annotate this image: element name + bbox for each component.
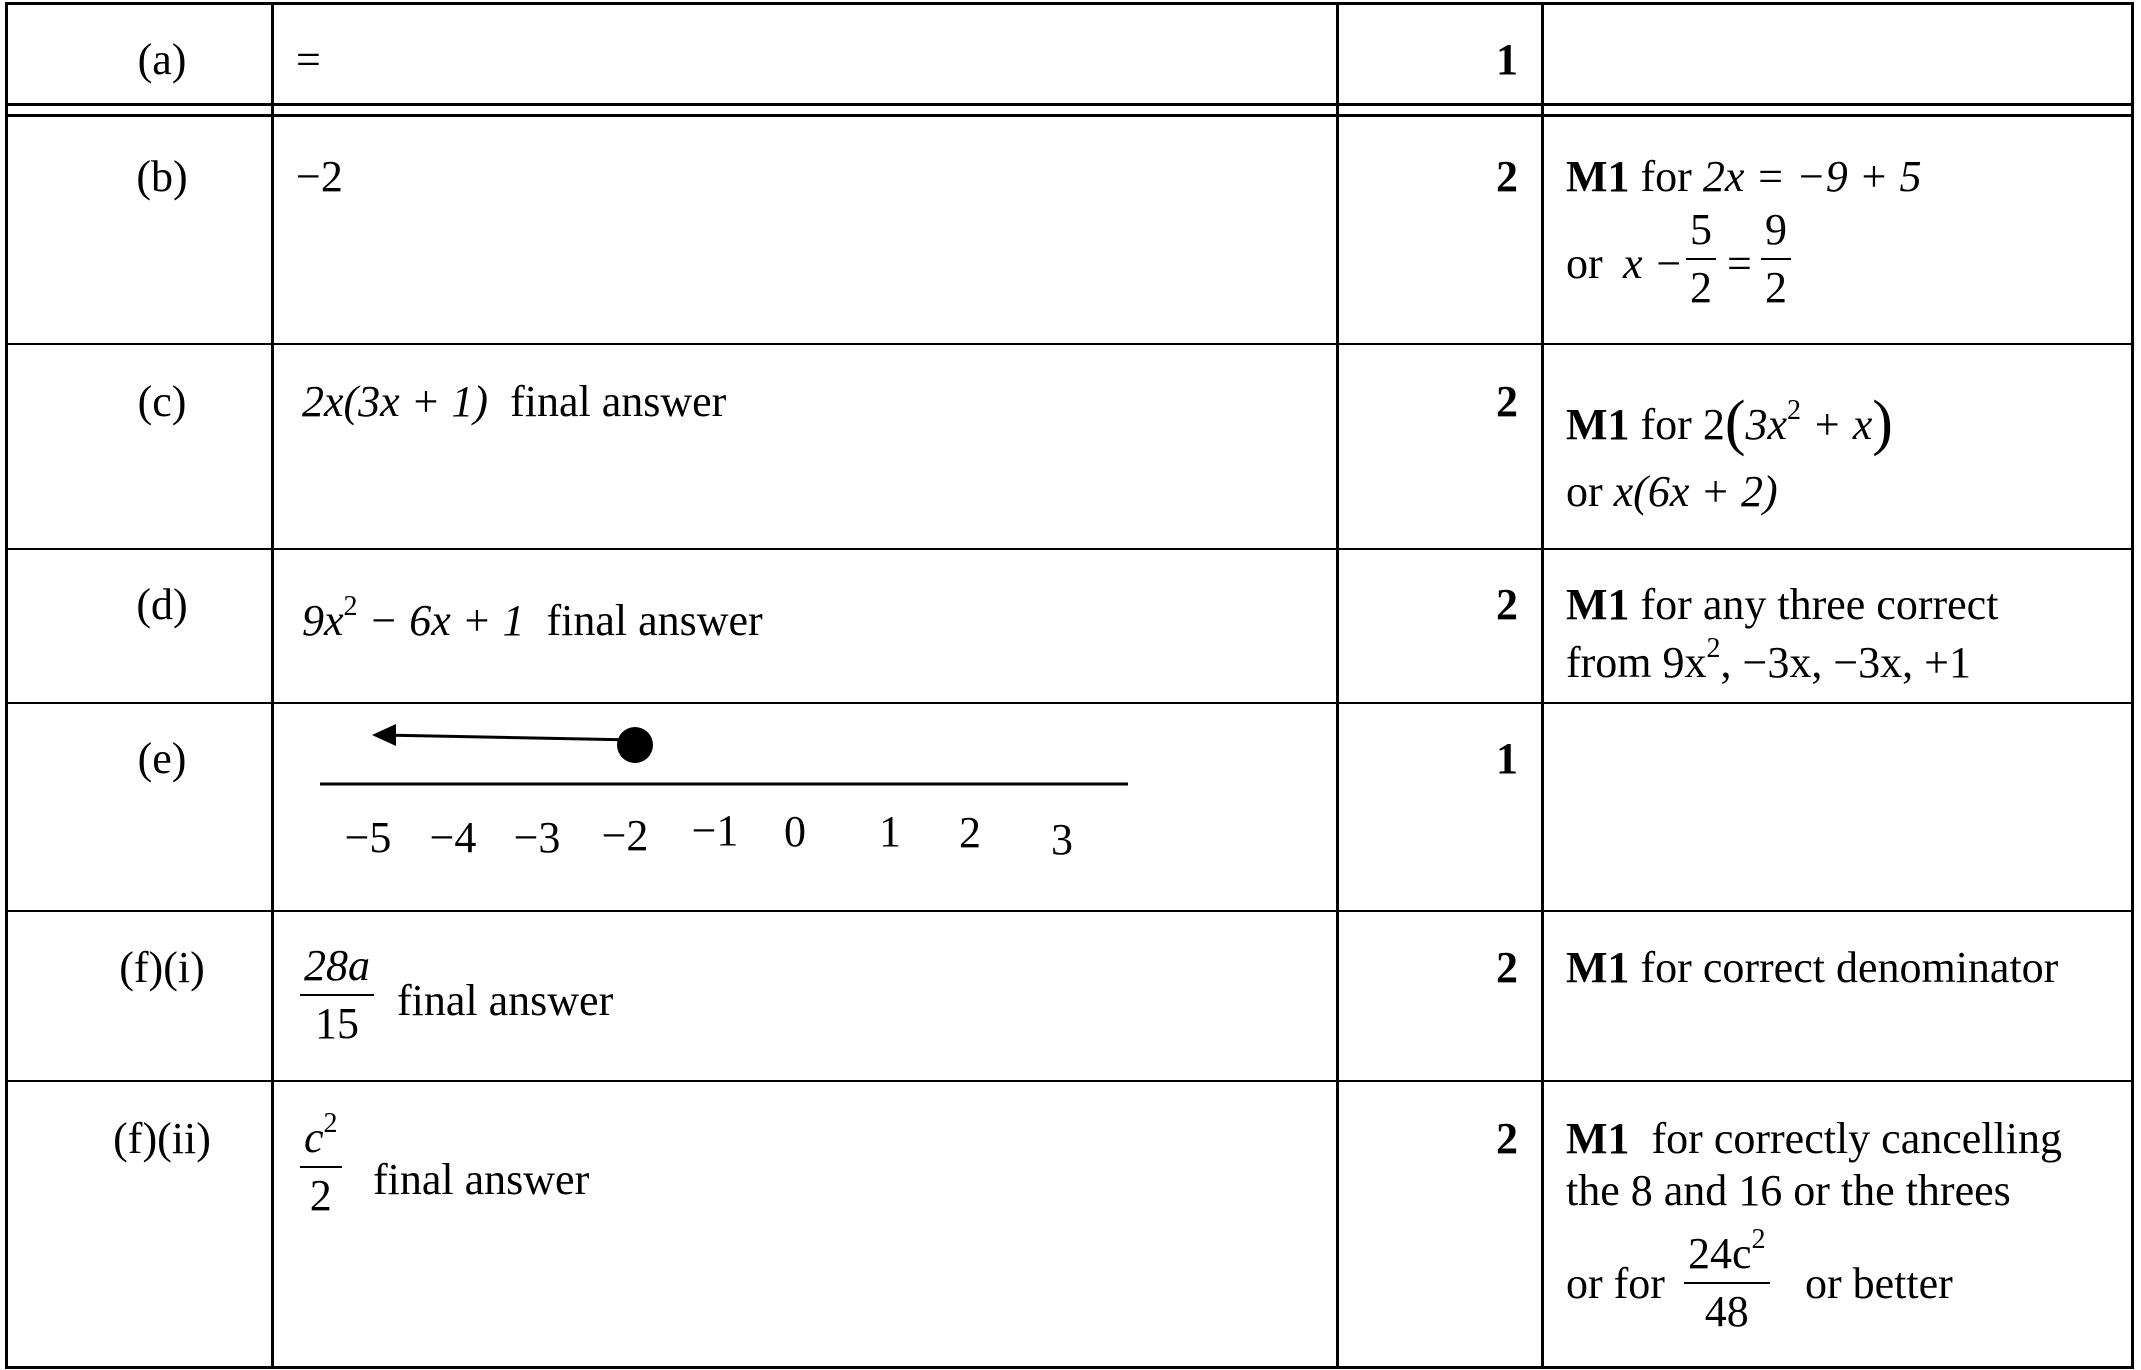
row-fii-fraction: $c^2$ 2: [300, 1110, 342, 1218]
table-border-left: [5, 2, 8, 1369]
row-d-label: (d): [136, 580, 188, 629]
row-c-expr1-pre: 2: [1702, 400, 1725, 449]
row-e-mark: 1: [1496, 734, 1518, 783]
column-divider-1: [271, 2, 274, 1369]
row-a-label: (a): [137, 35, 187, 84]
row-fii-note-line2: the 8 and 16 or the threes: [1566, 1166, 2011, 1215]
row-c-answer-expr: 2x(3x + 1): [302, 377, 489, 426]
number-line-tick-label: 1: [879, 807, 901, 856]
number-line-tick-label: −5: [344, 813, 392, 862]
row-b-label: (b): [136, 152, 188, 201]
column-divider-3: [1541, 2, 1544, 1369]
number-line-closed-point: [617, 727, 653, 763]
row-e-bottom-rule: [5, 910, 2134, 912]
row-b-or: or: [1566, 239, 1603, 288]
row-c-expr2: x(6x + 2): [1613, 467, 1778, 516]
row-a-mark: 1: [1496, 35, 1518, 84]
row-d-note-line2: from $9x^2$, −3x, −3x, +1: [1566, 633, 1971, 687]
row-b-top-rule: [5, 114, 2134, 117]
row-a-answer: =: [296, 35, 321, 84]
number-line-tick-label: 2: [959, 808, 981, 857]
row-fi-bottom-rule: [5, 1080, 2134, 1082]
number-line-tick-label: −4: [429, 813, 477, 862]
row-b-for: for: [1640, 152, 1692, 201]
number-line-tick-label: −2: [601, 811, 649, 860]
row-fi-fraction: 28a 15: [300, 944, 374, 1046]
table-border-right: [2131, 2, 2134, 1369]
table-border-top: [5, 2, 2134, 5]
row-c-or: or: [1566, 467, 1603, 516]
row-b-fraction-5-2: 5 2: [1686, 208, 1716, 310]
number-line-tick-label: 3: [1051, 815, 1073, 864]
row-d-answer: $9x^2 - 6x + 1$ final answer: [302, 591, 763, 645]
row-b-m1: M1: [1566, 152, 1630, 201]
row-c-label: (c): [137, 377, 187, 426]
row-e-label: (e): [137, 734, 187, 783]
number-line-tick-labels: [345, 806, 1073, 864]
number-line-arrowhead: [372, 724, 396, 746]
number-line-tick-label: −3: [513, 813, 561, 862]
row-b-bottom-rule: [5, 343, 2134, 345]
row-c-bottom-rule: [5, 548, 2134, 550]
row-d-note-line1: M1 for any three correct: [1566, 580, 1999, 629]
row-fi-label: (f)(i): [119, 943, 205, 992]
number-line-tick-label: −1: [691, 806, 739, 855]
row-b-mark: 2: [1496, 152, 1518, 201]
number-line-tick-label: 0: [784, 807, 806, 856]
row-c-for: for: [1640, 400, 1692, 449]
table-border-bottom: [5, 1366, 2134, 1369]
row-c-mark: 2: [1496, 377, 1518, 426]
row-c-final: final answer: [510, 377, 727, 426]
column-divider-2: [1336, 2, 1339, 1369]
row-b-eq1: 2x = −9 + 5: [1702, 152, 1922, 201]
row-b-answer: −2: [296, 152, 343, 201]
row-b-fraction-9-2: 9 2: [1761, 208, 1791, 310]
number-line: [300, 715, 1160, 875]
row-b-equals: =: [1727, 239, 1752, 288]
row-c-answer: [302, 377, 727, 426]
row-fii-note-fraction: $24c^2$ 48: [1684, 1226, 1770, 1334]
row-a-bottom-rule: [5, 103, 2134, 106]
row-fii-or-for: or for: [1566, 1259, 1665, 1308]
row-fii-note-line1: M1 for correctly cancelling: [1566, 1114, 2062, 1163]
row-d-mark: 2: [1496, 580, 1518, 629]
row-b-note-line1: [1566, 152, 1922, 201]
row-fii-final: final answer: [373, 1155, 590, 1204]
row-fi-note: M1 for correct denominator: [1566, 943, 2059, 992]
row-c-note-line2: [1566, 467, 1778, 516]
row-fii-label: (f)(ii): [113, 1114, 211, 1163]
row-fi-final: final answer: [397, 976, 614, 1025]
row-fii-mark: 2: [1496, 1114, 1518, 1163]
row-b-x-minus: x −: [1623, 239, 1684, 288]
number-line-arrow-shaft: [380, 735, 635, 740]
row-c-note-line1: M1 for $2(3x^2 + x)$: [1566, 389, 1893, 457]
row-d-bottom-rule: [5, 702, 2134, 704]
row-fi-mark: 2: [1496, 943, 1518, 992]
row-fii-or-better: or better: [1805, 1259, 1953, 1308]
row-c-m1: M1: [1566, 400, 1630, 449]
